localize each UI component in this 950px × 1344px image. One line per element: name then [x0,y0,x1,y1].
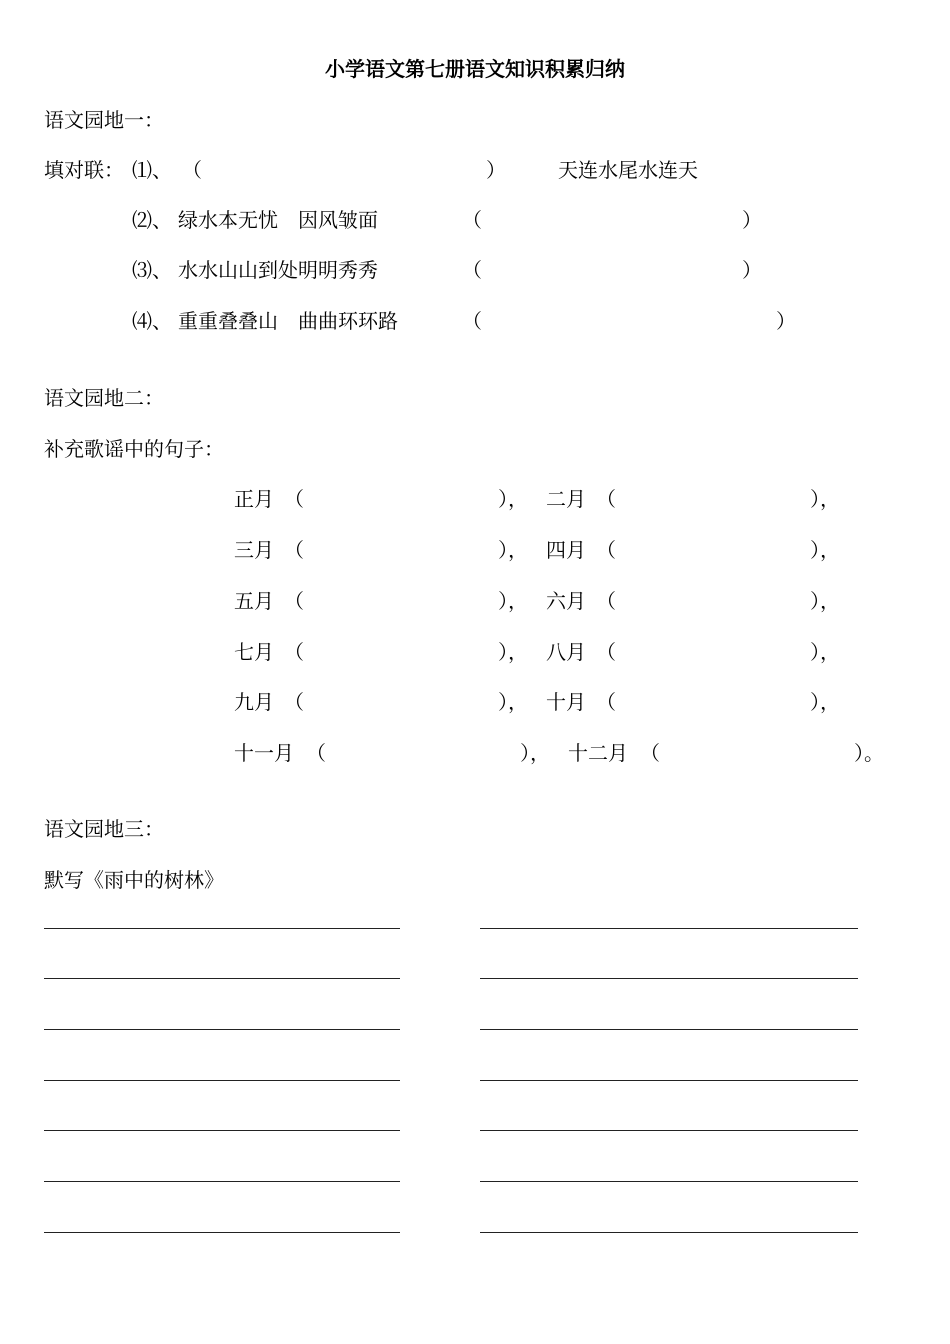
writing-line-right-1[interactable] [480,928,858,929]
song-row-2-end: ）， [810,538,840,562]
couplet-item-4-num: ⑷、 [132,309,172,333]
couplet-item-1-open: （ [182,158,202,182]
couplet-item-2-num: ⑵、 [132,208,172,232]
song-row-6-open: （ [306,741,326,765]
couplet-item-2-prompt: 绿水本无忧 因风皱面 [178,208,378,232]
writing-line-right-4[interactable] [480,1080,858,1081]
song-row-2-mid: ）， [498,538,528,562]
song-row-6-left: 十一月 [234,741,294,765]
song-row-5-left: 九月 [234,690,274,714]
writing-line-right-7[interactable] [480,1232,858,1233]
couplet-label: 填对联： [44,158,124,182]
section2-heading: 语文园地二： [44,386,164,410]
writing-line-left-1[interactable] [44,928,400,929]
couplet-item-4-close: ） [776,309,796,333]
page-title: 小学语文第七册语文知识积累归纳 [325,57,625,81]
song-row-1-left: 正月 [234,487,274,511]
song-row-4-mid: ）， [498,640,528,664]
song-row-2-left: 三月 [234,538,274,562]
couplet-item-4-open: （ [462,309,482,333]
writing-line-left-6[interactable] [44,1181,400,1182]
couplet-item-1-close: ） [486,158,506,182]
writing-line-right-3[interactable] [480,1029,858,1030]
song-row-3-open: （ [284,589,304,613]
couplet-item-1-num: ⑴、 [132,158,172,182]
song-row-3-end: ）， [810,589,840,613]
song-row-4-open2: （ [596,640,616,664]
writing-line-left-3[interactable] [44,1029,400,1030]
song-row-5-open2: （ [596,690,616,714]
song-row-3-open2: （ [596,589,616,613]
song-row-1-end: ）， [810,487,840,511]
song-row-3-left: 五月 [234,589,274,613]
song-row-4-left: 七月 [234,640,274,664]
song-row-1-open: （ [284,487,304,511]
section2-instruction: 补充歌谣中的句子： [44,437,224,461]
section3-instruction: 默写《雨中的树林》 [44,868,224,892]
song-row-2-right: 四月 [546,538,586,562]
song-row-4-end: ）， [810,640,840,664]
song-row-5-end: ）， [810,690,840,714]
couplet-item-3-open: （ [462,258,482,282]
writing-line-left-7[interactable] [44,1232,400,1233]
couplet-item-4-prompt: 重重叠叠山 曲曲环环路 [178,309,398,333]
couplet-item-1-answer: 天连水尾水连天 [558,158,698,182]
song-row-3-right: 六月 [546,589,586,613]
couplet-item-3-close: ） [742,258,762,282]
song-row-1-right: 二月 [546,487,586,511]
writing-line-right-2[interactable] [480,978,858,979]
song-row-5-mid: ）， [498,690,528,714]
song-row-2-open: （ [284,538,304,562]
section1-heading: 语文园地一： [44,108,164,132]
song-row-4-open: （ [284,640,304,664]
writing-line-right-6[interactable] [480,1181,858,1182]
song-row-2-open2: （ [596,538,616,562]
writing-line-right-5[interactable] [480,1130,858,1131]
song-row-1-open2: （ [596,487,616,511]
couplet-item-2-close: ） [742,208,762,232]
song-row-6-right: 十二月 [568,741,628,765]
song-row-6-open2: （ [640,741,660,765]
song-row-1-mid: ）， [498,487,528,511]
song-row-4-right: 八月 [546,640,586,664]
song-row-5-open: （ [284,690,304,714]
song-row-3-mid: ）， [498,589,528,613]
writing-line-left-2[interactable] [44,978,400,979]
couplet-item-3-prompt: 水水山山到处明明秀秀 [178,258,378,282]
couplet-item-3-num: ⑶、 [132,258,172,282]
couplet-item-2-open: （ [462,208,482,232]
writing-line-left-4[interactable] [44,1080,400,1081]
song-row-6-mid: ）， [520,741,550,765]
song-row-5-right: 十月 [546,690,586,714]
section3-heading: 语文园地三： [44,817,164,841]
song-row-6-end: ）。 [854,741,884,765]
writing-line-left-5[interactable] [44,1130,400,1131]
